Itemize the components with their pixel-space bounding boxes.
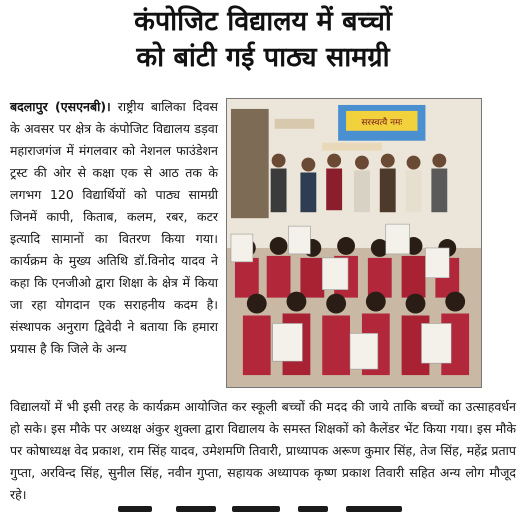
photo-banner-text: सरस्वत्यै नमः (361, 117, 403, 128)
next-article-cutoff (0, 504, 526, 512)
headline (0, 4, 526, 76)
photo-sign (275, 119, 315, 129)
article-body-full-width: विद्यालयों में भी इसी तरह के कार्यक्रम आयोजित कर स्कूली बच्चों की मदद की जाये ताकि बच्चों का उत्साहवर्धन हो सके। इस मौके पर अध्यक्ष अंकुर शुक्ला द्वारा विद्यालय के समस्त शिक्षकों को कैलेंडर भेंट किया गया। इस मौके पर कोषाध्यक्ष वेद प्रकाश, राम सिंह यादव, उमेशमणि तिवारी, प्राध्यापक अरूण कुमार सिंह, तेज सिंह, महेंद्र प्रताप गुप्ता, अरविन्द सिंह, सुनील सिंह, नवीन गुप्ता, सहायक अध्यापक कृष्ण प्रकाश तिवारी सहित अन्य लोग मौजूद रहे। (10, 399, 516, 502)
article-body-column (10, 96, 218, 360)
news-photo (226, 98, 482, 388)
photo-board (322, 143, 382, 151)
dateline: बदलापुर (एसएनबी)। (10, 99, 111, 114)
photo-illustration (227, 99, 481, 387)
headline-line-1: कंपोजिट विद्यालय में बच्चों (134, 6, 392, 37)
photo-doorway (231, 109, 269, 218)
article-body-left: राष्ट्रीय बालिका दिवस के अवसर पर क्षेत्र के कंपोजिट विद्यालय डड़वा महाराजगंज में मंगलवार को नेशनल फाउंडेशन ट्रस्ट की ओर से कक्षा एक से आठ तक के लगभग 120 विद्यार्थियों को पाठ्य सामग्री जिनमें कापी, किताब, कलम, रबर, कटर इत्यादि सामानों का वितरण किया गया। कार्यक्रम के मुख्य अतिथि डॉ.विनोद यादव ने कहा कि एनजीओ द्वारा शिक्षा के क्षेत्र में किया जा रहा योगदान एक सराहनीय कदम है। संस्थापक अनुराग द्विवेदी ने बताया कि हमारा प्रयास है कि जिले के अन्य (10, 99, 218, 356)
headline-line-2: को बांटी गई पाठ्य सामग्री (136, 42, 390, 73)
